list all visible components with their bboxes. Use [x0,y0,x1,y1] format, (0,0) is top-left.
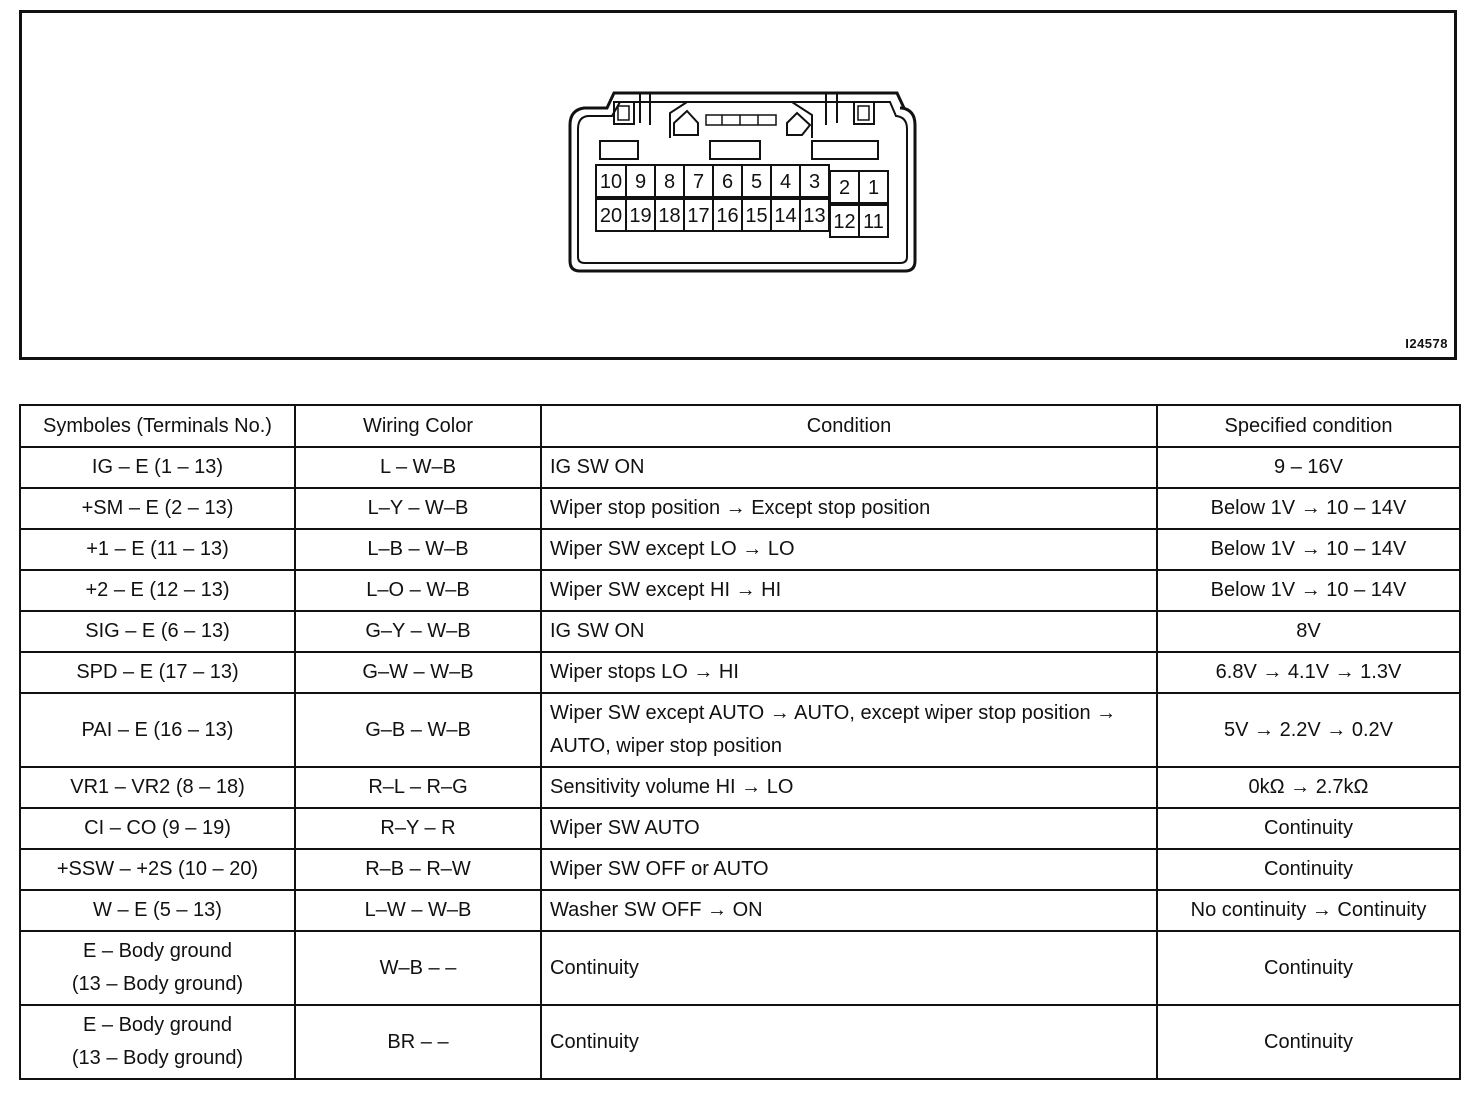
terminal-grid [596,165,888,237]
table-row [20,652,1460,693]
specified-cell: 9 – 16V [1157,447,1460,488]
header-wiring-color: Wiring Color [295,405,541,447]
table-row [20,890,1460,931]
symbol-line: (13 – Body ground) [71,973,244,995]
symbol-cell: CI – CO (9 – 19) [20,808,295,849]
wiring-cell: L–O – W–B [295,570,541,611]
header-condition: Condition [541,405,1157,447]
terminal-number: 2 [838,177,851,199]
specified-cell: No continuity → Continuity [1157,890,1460,931]
terminal-number: 16 [716,205,739,227]
symbol-cell: +SM – E (2 – 13) [20,488,295,529]
condition-cell: Wiper SW AUTO [541,808,1157,849]
specified-cell: 6.8V → 4.1V → 1.3V [1157,652,1460,693]
terminal-number: 8 [663,171,676,193]
wiring-cell: L–W – W–B [295,890,541,931]
specified-cell: Continuity [1157,931,1460,1005]
wiring-cell: G–B – W–B [295,693,541,767]
terminal-number: 9 [634,171,647,193]
table-row [20,931,1460,1005]
symbol-line: E – Body ground [83,1014,232,1036]
condition-cell: Wiper SW except AUTO → AUTO, except wiper stop position → AUTO, wiper stop position [541,693,1157,767]
terminal-number: 18 [658,205,681,227]
terminal-number: 20 [599,205,623,227]
condition-cell: IG SW ON [541,447,1157,488]
symbol-cell: VR1 – VR2 (8 – 18) [20,767,295,808]
figure-code: I24578 [1405,336,1448,351]
symbol-line: E – Body ground [83,940,232,962]
specified-cell: Continuity [1157,849,1460,890]
table-row [20,693,1460,767]
symbol-cell [20,931,295,1005]
symbol-cell: W – E (5 – 13) [20,890,295,931]
condition-cell: Wiper stops LO → HI [541,652,1157,693]
connector-diagram [22,13,1460,363]
condition-cell: Washer SW OFF → ON [541,890,1157,931]
wiring-cell: L – W–B [295,447,541,488]
table-row [20,767,1460,808]
table-row [20,849,1460,890]
wiring-cell: BR – – [295,1005,541,1079]
terminal-number: 14 [774,205,797,227]
specified-cell: Below 1V → 10 – 14V [1157,529,1460,570]
terminal-number: 19 [629,205,652,227]
wiring-cell: G–Y – W–B [295,611,541,652]
terminal-number: 17 [687,205,710,227]
terminal-number: 7 [692,171,705,193]
symbol-cell: +SSW – +2S (10 – 20) [20,849,295,890]
specified-cell: Below 1V → 10 – 14V [1157,570,1460,611]
condition-cell: Continuity [541,1005,1157,1079]
connector-figure [19,10,1457,360]
specified-cell: Continuity [1157,1005,1460,1079]
terminal-number: 6 [721,171,734,193]
specified-cell: 8V [1157,611,1460,652]
table-row [20,611,1460,652]
condition-cell: Continuity [541,931,1157,1005]
wiring-cell: L–B – W–B [295,529,541,570]
condition-cell: IG SW ON [541,611,1157,652]
table-row [20,1005,1460,1079]
inspection-table [19,404,1461,1080]
table-row [20,488,1460,529]
table-row [20,570,1460,611]
terminal-number: 10 [599,171,623,193]
symbol-cell: +2 – E (12 – 13) [20,570,295,611]
wiring-cell: W–B – – [295,931,541,1005]
condition-cell: Wiper SW except LO → LO [541,529,1157,570]
wiring-cell: R–Y – R [295,808,541,849]
wiring-cell: G–W – W–B [295,652,541,693]
symbol-cell: IG – E (1 – 13) [20,447,295,488]
header-symbols: Symboles (Terminals No.) [20,405,295,447]
terminal-number: 3 [808,171,821,193]
wiring-cell: L–Y – W–B [295,488,541,529]
symbol-cell [20,1005,295,1079]
terminal-number: 11 [863,211,884,233]
wiring-cell: R–B – R–W [295,849,541,890]
terminal-number: 13 [803,205,826,227]
specified-cell: 5V → 2.2V → 0.2V [1157,693,1460,767]
condition-cell: Wiper stop position → Except stop position [541,488,1157,529]
specified-cell: Below 1V → 10 – 14V [1157,488,1460,529]
condition-cell: Sensitivity volume HI → LO [541,767,1157,808]
specified-cell: 0kΩ → 2.7kΩ [1157,767,1460,808]
header-specified-condition: Specified condition [1157,405,1460,447]
condition-cell: Wiper SW OFF or AUTO [541,849,1157,890]
symbol-cell: SPD – E (17 – 13) [20,652,295,693]
table-row [20,808,1460,849]
symbol-cell: +1 – E (11 – 13) [20,529,295,570]
terminal-number: 12 [833,211,856,233]
wiring-cell: R–L – R–G [295,767,541,808]
table-header-row [20,405,1460,447]
symbol-cell: SIG – E (6 – 13) [20,611,295,652]
table-row [20,529,1460,570]
terminal-number: 15 [745,205,768,227]
table-row [20,447,1460,488]
symbol-line: (13 – Body ground) [71,1047,244,1069]
symbol-cell: PAI – E (16 – 13) [20,693,295,767]
terminal-number: 4 [779,171,792,193]
terminal-number: 1 [867,177,880,199]
specified-cell: Continuity [1157,808,1460,849]
condition-cell: Wiper SW except HI → HI [541,570,1157,611]
terminal-number: 5 [750,171,763,193]
